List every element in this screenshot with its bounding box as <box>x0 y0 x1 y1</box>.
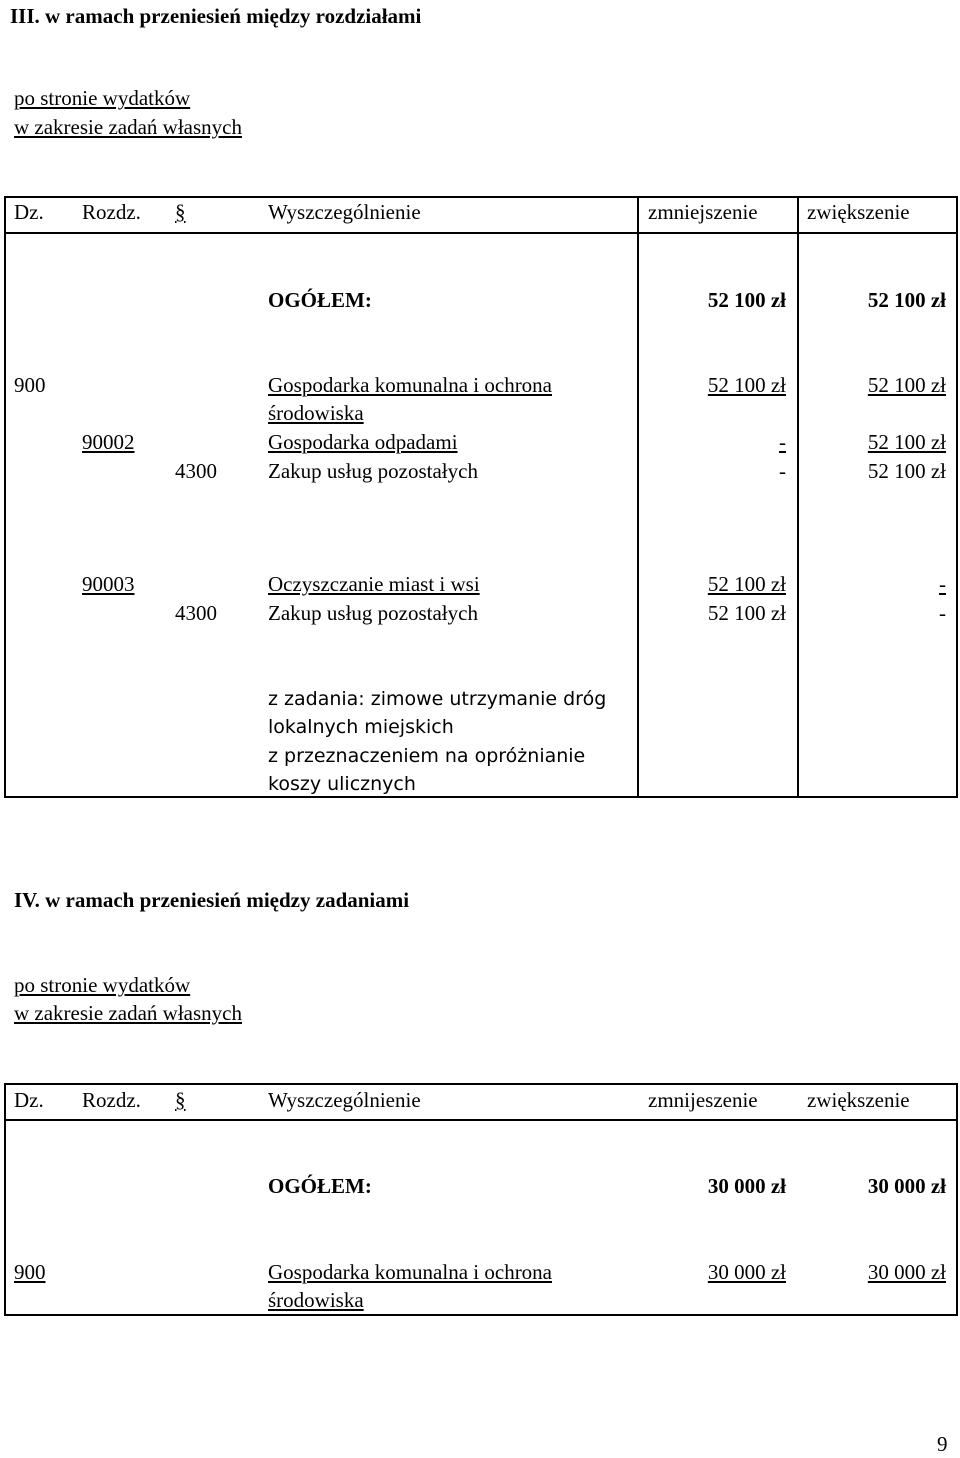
section3-note-line: z zadania: zimowe utrzymanie dróg <box>268 688 607 710</box>
section3-header-rozdz: Rozdz. <box>82 200 141 224</box>
section3-header-divider <box>4 232 958 234</box>
section4-subheading-expenses: po stronie wydatków <box>14 973 191 997</box>
section3-desc-90002: Gospodarka odpadami <box>268 430 458 454</box>
section3-subheading-tasks: w zakresie zadań własnych <box>14 115 242 139</box>
section4-dec-900: 30 000 zł <box>707 1260 786 1284</box>
section3-total-label: OGÓŁEM: <box>268 288 372 312</box>
section3-desc-4300-b: Zakup usług pozostałych <box>268 601 478 625</box>
section4-dz-900: 900 <box>14 1260 46 1284</box>
section4-header-decrease: zmnijeszenie <box>648 1088 758 1112</box>
section3-col-divider <box>797 196 799 798</box>
section3-inc-90003: - <box>939 572 946 596</box>
section4-total-increase: 30 000 zł <box>867 1174 946 1198</box>
section4-header-increase: zwiększenie <box>807 1088 910 1112</box>
section3-col-divider <box>637 196 639 798</box>
section3-note-line: koszy ulicznych <box>268 773 416 795</box>
section3-dec-4300-b: 52 100 zł <box>707 601 786 625</box>
section4-total-label: OGÓŁEM: <box>268 1174 372 1198</box>
section3-rozdz-90003: 90003 <box>82 572 135 596</box>
section3-dec-90002: - <box>779 430 786 454</box>
section4-header-dz: Dz. <box>14 1088 44 1112</box>
section3-note-line: lokalnych miejskich <box>268 716 454 738</box>
section3-header-description: Wyszczególnienie <box>268 200 421 224</box>
section4-subheading-tasks: w zakresie zadań własnych <box>14 1001 242 1025</box>
section3-dec-900: 52 100 zł <box>707 373 786 397</box>
section4-header-paragraph: § <box>175 1088 186 1112</box>
section3-par-4300-b: 4300 <box>175 601 217 625</box>
section3-dec-4300-a: - <box>779 459 786 483</box>
section4-header-rozdz: Rozdz. <box>82 1088 141 1112</box>
section4-heading: IV. w ramach przeniesień między zadaniami <box>14 888 410 912</box>
section3-header-paragraph: § <box>175 200 186 224</box>
section4-total-decrease: 30 000 zł <box>707 1174 786 1198</box>
section3-par-4300-a: 4300 <box>175 459 217 483</box>
section3-subheading-expenses: po stronie wydatków <box>14 86 191 110</box>
section3-heading: III. w ramach przeniesień między rozdziałami <box>10 4 422 28</box>
section3-desc-90003: Oczyszczanie miast i wsi <box>268 572 480 596</box>
section3-inc-900: 52 100 zł <box>867 373 946 397</box>
section3-rozdz-90002: 90002 <box>82 430 135 454</box>
section3-inc-4300-b: - <box>939 601 946 625</box>
section4-header-description: Wyszczególnienie <box>268 1088 421 1112</box>
section3-note-line: z przeznaczeniem na opróżnianie <box>268 745 586 767</box>
section3-header-decrease: zmniejszenie <box>648 200 758 224</box>
section3-desc-900-line1: Gospodarka komunalna i ochrona <box>268 373 553 397</box>
page-number: 9 <box>937 1432 948 1456</box>
section3-total-increase: 52 100 zł <box>867 288 946 312</box>
section3-desc-900-line2: środowiska <box>268 401 364 425</box>
section3-total-decrease: 52 100 zł <box>707 288 786 312</box>
section3-inc-90002: 52 100 zł <box>867 430 946 454</box>
section3-header-increase: zwiększenie <box>807 200 910 224</box>
section3-dz-900: 900 <box>14 373 46 397</box>
section3-inc-4300-a: 52 100 zł <box>867 459 946 483</box>
section4-desc-900-line1: Gospodarka komunalna i ochrona <box>268 1260 553 1284</box>
section4-header-divider <box>4 1119 958 1121</box>
section4-inc-900: 30 000 zł <box>867 1260 946 1284</box>
section3-dec-90003: 52 100 zł <box>707 572 786 596</box>
section4-desc-900-line2: środowiska <box>268 1288 364 1312</box>
section3-desc-4300-a: Zakup usług pozostałych <box>268 459 478 483</box>
section3-header-dz: Dz. <box>14 200 44 224</box>
